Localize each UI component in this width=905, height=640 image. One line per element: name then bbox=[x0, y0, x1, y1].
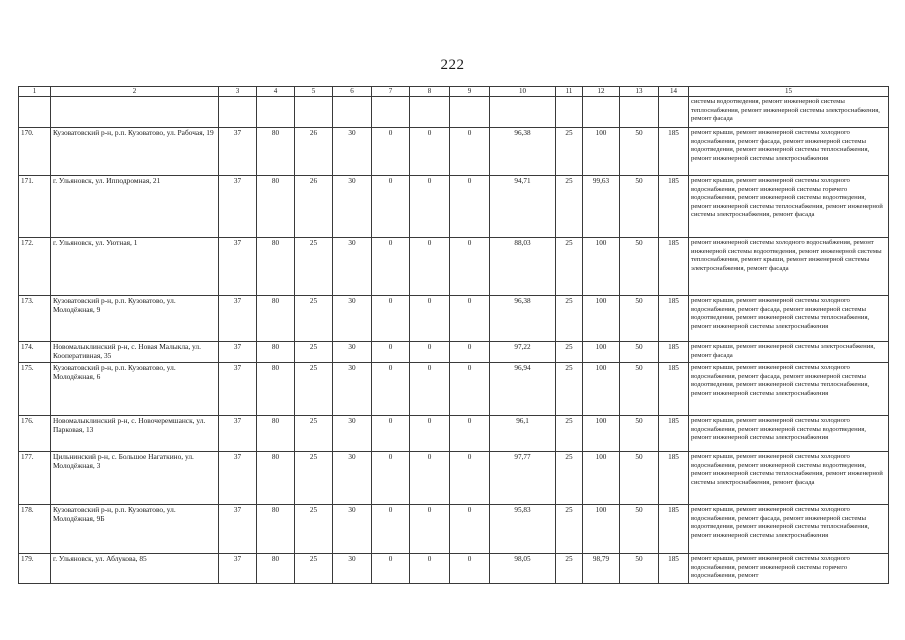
value-cell: 0 bbox=[372, 363, 410, 416]
value-cell: 0 bbox=[372, 296, 410, 342]
value-cell: 80 bbox=[257, 363, 295, 416]
value-cell: 30 bbox=[333, 128, 372, 176]
value-cell bbox=[372, 97, 410, 128]
value-cell: 80 bbox=[257, 128, 295, 176]
value-cell: 185 bbox=[659, 238, 689, 296]
value-cell: 0 bbox=[450, 296, 490, 342]
column-number-cell: 12 bbox=[583, 87, 620, 97]
value-cell bbox=[295, 97, 333, 128]
table-row bbox=[19, 452, 889, 505]
column-number-cell: 8 bbox=[410, 87, 450, 97]
value-cell: 25 bbox=[556, 342, 583, 363]
value-cell: 80 bbox=[257, 296, 295, 342]
column-number-row bbox=[19, 87, 889, 97]
value-cell: 50 bbox=[620, 296, 659, 342]
column-number-cell: 9 bbox=[450, 87, 490, 97]
value-cell: 37 bbox=[219, 176, 257, 238]
row-number-cell: 172. bbox=[19, 238, 51, 296]
works-table bbox=[18, 86, 889, 584]
value-cell: 25 bbox=[295, 363, 333, 416]
value-cell: 50 bbox=[620, 238, 659, 296]
column-number-cell: 3 bbox=[219, 87, 257, 97]
value-cell: 0 bbox=[372, 342, 410, 363]
value-cell: 80 bbox=[257, 452, 295, 505]
value-cell: 37 bbox=[219, 363, 257, 416]
value-cell bbox=[219, 97, 257, 128]
value-cell: 25 bbox=[295, 452, 333, 505]
row-number-cell: 175. bbox=[19, 363, 51, 416]
value-cell: 0 bbox=[450, 452, 490, 505]
value-cell: 80 bbox=[257, 416, 295, 452]
value-cell: 185 bbox=[659, 342, 689, 363]
value-cell: 25 bbox=[556, 296, 583, 342]
value-cell: 0 bbox=[450, 342, 490, 363]
value-cell: 0 bbox=[450, 363, 490, 416]
value-cell: 30 bbox=[333, 363, 372, 416]
works-list-cell: ремонт крыши, ремонт инженерной системы холодного водоснабжения, ремонт фасада, ремонт инженерной системы водоотведения, ремонт инженерной системы теплоснабжения, ремонт инженерной системы электроснабжения bbox=[689, 505, 889, 554]
value-cell: 0 bbox=[410, 416, 450, 452]
row-number-cell: 179. bbox=[19, 554, 51, 584]
works-list-cell: ремонт крыши, ремонт инженерной системы холодного водоснабжения, ремонт фасада, ремонт инженерной системы водоотведения, ремонт инженерной системы теплоснабжения, ремонт инженерной системы электроснабжения bbox=[689, 296, 889, 342]
table-row bbox=[19, 296, 889, 342]
value-cell: 100 bbox=[583, 238, 620, 296]
value-cell: 80 bbox=[257, 238, 295, 296]
value-cell: 99,63 bbox=[583, 176, 620, 238]
address-cell: г. Ульяновск, ул. Аблукова, 85 bbox=[51, 554, 219, 584]
value-cell: 0 bbox=[410, 296, 450, 342]
column-number-cell: 14 bbox=[659, 87, 689, 97]
value-cell: 25 bbox=[556, 128, 583, 176]
value-cell: 25 bbox=[556, 505, 583, 554]
value-cell: 0 bbox=[372, 238, 410, 296]
value-cell: 185 bbox=[659, 452, 689, 505]
row-number-cell: 173. bbox=[19, 296, 51, 342]
value-cell: 37 bbox=[219, 416, 257, 452]
value-cell bbox=[659, 97, 689, 128]
value-cell: 0 bbox=[372, 452, 410, 505]
address-cell: Кузоватовский р-н, р.п. Кузоватово, ул. Молодёжная, 9Б bbox=[51, 505, 219, 554]
address-cell: Кузоватовский р-н, р.п. Кузоватово, ул. Рабочая, 19 bbox=[51, 128, 219, 176]
value-cell: 97,77 bbox=[490, 452, 556, 505]
address-cell bbox=[51, 97, 219, 128]
value-cell: 80 bbox=[257, 176, 295, 238]
value-cell: 30 bbox=[333, 416, 372, 452]
works-list-cell: ремонт инженерной системы холодного водоснабжения, ремонт инженерной системы водоотведения, ремонт инженерной системы теплоснабжения, ремонт крыши, ремонт инженерной системы электроснабжения, ремонт фасада bbox=[689, 238, 889, 296]
table-row bbox=[19, 554, 889, 584]
works-table-container bbox=[18, 86, 883, 584]
value-cell: 25 bbox=[556, 554, 583, 584]
works-list-cell: ремонт крыши, ремонт инженерной системы электроснабжения, ремонт фасада bbox=[689, 342, 889, 363]
value-cell: 0 bbox=[372, 554, 410, 584]
value-cell: 0 bbox=[410, 452, 450, 505]
value-cell: 50 bbox=[620, 505, 659, 554]
column-number-cell: 4 bbox=[257, 87, 295, 97]
column-number-cell: 7 bbox=[372, 87, 410, 97]
column-number-cell: 13 bbox=[620, 87, 659, 97]
value-cell bbox=[556, 97, 583, 128]
row-number-cell: 170. bbox=[19, 128, 51, 176]
address-cell: Новомалыклинский р-н, с. Новая Малыкла, ул. Кооперативная, 35 bbox=[51, 342, 219, 363]
value-cell: 80 bbox=[257, 342, 295, 363]
value-cell: 185 bbox=[659, 176, 689, 238]
value-cell: 0 bbox=[410, 363, 450, 416]
column-number-cell: 1 bbox=[19, 87, 51, 97]
value-cell: 30 bbox=[333, 342, 372, 363]
value-cell: 0 bbox=[450, 238, 490, 296]
value-cell: 0 bbox=[450, 505, 490, 554]
address-cell: г. Ульяновск, ул. Ипподромная, 21 bbox=[51, 176, 219, 238]
value-cell: 25 bbox=[295, 238, 333, 296]
value-cell: 25 bbox=[556, 363, 583, 416]
value-cell: 185 bbox=[659, 296, 689, 342]
value-cell: 185 bbox=[659, 505, 689, 554]
value-cell: 26 bbox=[295, 128, 333, 176]
works-list-cell: ремонт крыши, ремонт инженерной системы холодного водоснабжения, ремонт инженерной системы водоотведения, ремонт инженерной системы теплоснабжения, ремонт инженерной системы электроснабжения, ремонт фасада bbox=[689, 452, 889, 505]
value-cell: 0 bbox=[372, 128, 410, 176]
table-row bbox=[19, 416, 889, 452]
value-cell: 0 bbox=[410, 505, 450, 554]
column-number-cell: 10 bbox=[490, 87, 556, 97]
value-cell: 98,05 bbox=[490, 554, 556, 584]
address-cell: Новомалыклинский р-н, с. Новочеремшанск, ул. Парковая, 13 bbox=[51, 416, 219, 452]
table-row bbox=[19, 342, 889, 363]
value-cell: 0 bbox=[410, 128, 450, 176]
value-cell: 100 bbox=[583, 363, 620, 416]
value-cell: 25 bbox=[556, 416, 583, 452]
table-row bbox=[19, 97, 889, 128]
value-cell: 50 bbox=[620, 363, 659, 416]
value-cell: 30 bbox=[333, 554, 372, 584]
table-row bbox=[19, 176, 889, 238]
row-number-cell bbox=[19, 97, 51, 128]
address-cell: Цильнинский р-н, с. Большое Нагаткино, ул. Молодёжная, 3 bbox=[51, 452, 219, 505]
column-number-cell: 15 bbox=[689, 87, 889, 97]
value-cell: 30 bbox=[333, 296, 372, 342]
value-cell: 30 bbox=[333, 452, 372, 505]
address-cell: Кузоватовский р-н, р.п. Кузоватово, ул. Молодёжная, 9 bbox=[51, 296, 219, 342]
value-cell bbox=[620, 97, 659, 128]
value-cell: 185 bbox=[659, 363, 689, 416]
value-cell: 50 bbox=[620, 176, 659, 238]
value-cell: 25 bbox=[556, 452, 583, 505]
value-cell: 0 bbox=[410, 176, 450, 238]
value-cell bbox=[257, 97, 295, 128]
value-cell: 25 bbox=[295, 416, 333, 452]
value-cell: 37 bbox=[219, 238, 257, 296]
works-list-cell: ремонт крыши, ремонт инженерной системы холодного водоснабжения, ремонт инженерной системы водоотведения, ремонт инженерной системы электроснабжения bbox=[689, 416, 889, 452]
row-number-cell: 176. bbox=[19, 416, 51, 452]
value-cell: 0 bbox=[450, 554, 490, 584]
value-cell: 25 bbox=[295, 554, 333, 584]
value-cell: 0 bbox=[450, 416, 490, 452]
value-cell: 50 bbox=[620, 342, 659, 363]
column-number-cell: 11 bbox=[556, 87, 583, 97]
works-list-cell: ремонт крыши, ремонт инженерной системы холодного водоснабжения, ремонт инженерной системы горячего водоснабжения, ремонт инженерной системы водоотведения, ремонт инженерной системы теплоснабжения, ремонт инженерной системы электроснабжения, ремонт фасада bbox=[689, 176, 889, 238]
value-cell: 100 bbox=[583, 452, 620, 505]
value-cell: 100 bbox=[583, 128, 620, 176]
value-cell: 100 bbox=[583, 296, 620, 342]
value-cell: 185 bbox=[659, 416, 689, 452]
value-cell: 94,71 bbox=[490, 176, 556, 238]
value-cell: 97,22 bbox=[490, 342, 556, 363]
value-cell bbox=[450, 97, 490, 128]
value-cell: 185 bbox=[659, 554, 689, 584]
value-cell bbox=[333, 97, 372, 128]
value-cell: 25 bbox=[295, 296, 333, 342]
value-cell bbox=[583, 97, 620, 128]
table-row bbox=[19, 238, 889, 296]
value-cell: 30 bbox=[333, 238, 372, 296]
value-cell: 37 bbox=[219, 505, 257, 554]
works-list-cell: ремонт крыши, ремонт инженерной системы холодного водоснабжения, ремонт фасада, ремонт инженерной системы водоотведения, ремонт инженерной системы теплоснабжения, ремонт инженерной системы электроснабжения bbox=[689, 128, 889, 176]
column-number-cell: 5 bbox=[295, 87, 333, 97]
value-cell: 80 bbox=[257, 554, 295, 584]
value-cell: 96,38 bbox=[490, 128, 556, 176]
row-number-cell: 178. bbox=[19, 505, 51, 554]
value-cell: 96,38 bbox=[490, 296, 556, 342]
table-row bbox=[19, 128, 889, 176]
value-cell: 30 bbox=[333, 176, 372, 238]
address-cell: г. Ульяновск, ул. Уютная, 1 bbox=[51, 238, 219, 296]
value-cell: 0 bbox=[410, 554, 450, 584]
value-cell: 96,1 bbox=[490, 416, 556, 452]
value-cell: 80 bbox=[257, 505, 295, 554]
value-cell: 37 bbox=[219, 452, 257, 505]
page-number: 222 bbox=[440, 57, 465, 73]
row-number-cell: 171. bbox=[19, 176, 51, 238]
value-cell: 37 bbox=[219, 554, 257, 584]
value-cell: 30 bbox=[333, 505, 372, 554]
row-number-cell: 177. bbox=[19, 452, 51, 505]
value-cell: 0 bbox=[450, 128, 490, 176]
value-cell: 0 bbox=[372, 416, 410, 452]
value-cell: 95,83 bbox=[490, 505, 556, 554]
value-cell: 0 bbox=[372, 505, 410, 554]
value-cell: 25 bbox=[556, 238, 583, 296]
value-cell: 0 bbox=[372, 176, 410, 238]
value-cell: 0 bbox=[410, 342, 450, 363]
column-number-cell: 6 bbox=[333, 87, 372, 97]
value-cell: 0 bbox=[450, 176, 490, 238]
value-cell: 88,03 bbox=[490, 238, 556, 296]
value-cell: 100 bbox=[583, 342, 620, 363]
value-cell bbox=[410, 97, 450, 128]
address-cell: Кузоватовский р-н, р.п. Кузоватово, ул. Молодёжная, 6 bbox=[51, 363, 219, 416]
works-list-cell: системы водоотведения, ремонт инженерной системы теплоснабжения, ремонт инженерной системы электроснабжения, ремонт фасада bbox=[689, 97, 889, 128]
value-cell: 25 bbox=[295, 505, 333, 554]
value-cell: 25 bbox=[556, 176, 583, 238]
value-cell bbox=[490, 97, 556, 128]
column-number-cell: 2 bbox=[51, 87, 219, 97]
works-list-cell: ремонт крыши, ремонт инженерной системы холодного водоснабжения, ремонт инженерной системы горячего водоснабжения, ремонт bbox=[689, 554, 889, 584]
value-cell: 50 bbox=[620, 128, 659, 176]
row-number-cell: 174. bbox=[19, 342, 51, 363]
value-cell: 37 bbox=[219, 296, 257, 342]
value-cell: 96,94 bbox=[490, 363, 556, 416]
table-row bbox=[19, 363, 889, 416]
value-cell: 100 bbox=[583, 416, 620, 452]
table-row bbox=[19, 505, 889, 554]
value-cell: 100 bbox=[583, 505, 620, 554]
value-cell: 25 bbox=[295, 342, 333, 363]
value-cell: 37 bbox=[219, 342, 257, 363]
value-cell: 50 bbox=[620, 554, 659, 584]
value-cell: 185 bbox=[659, 128, 689, 176]
value-cell: 98,79 bbox=[583, 554, 620, 584]
works-list-cell: ремонт крыши, ремонт инженерной системы холодного водоснабжения, ремонт фасада, ремонт инженерной системы водоотведения, ремонт инженерной системы теплоснабжения, ремонт инженерной системы электроснабжения bbox=[689, 363, 889, 416]
value-cell: 26 bbox=[295, 176, 333, 238]
value-cell: 0 bbox=[410, 238, 450, 296]
value-cell: 50 bbox=[620, 452, 659, 505]
value-cell: 37 bbox=[219, 128, 257, 176]
value-cell: 50 bbox=[620, 416, 659, 452]
